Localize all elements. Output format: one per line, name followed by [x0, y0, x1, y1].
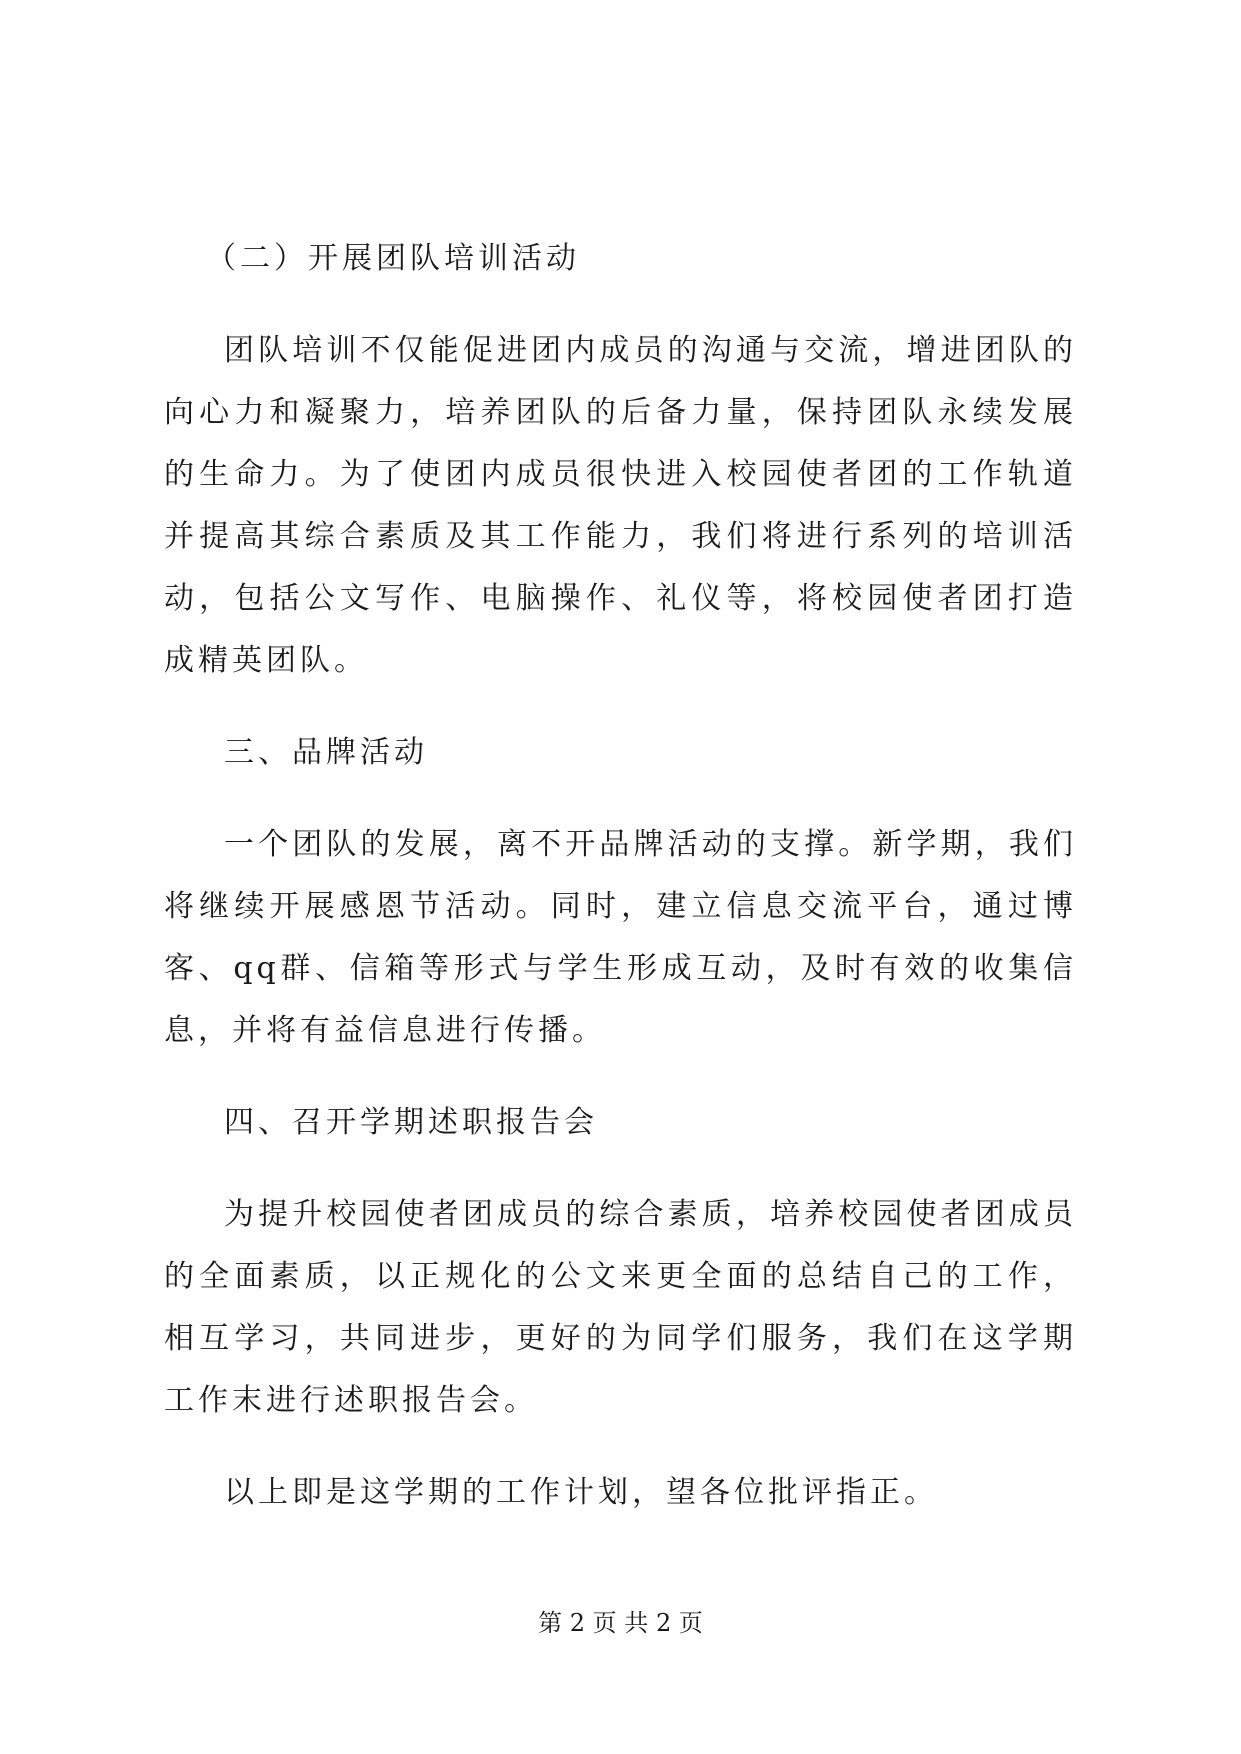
page-number-footer: 第 2 页 共 2 页 [538, 1609, 703, 1637]
section-heading-brand-activities: 三、品牌活动 [224, 735, 428, 770]
section-heading-report-meeting: 四、召开学期述职报告会 [224, 1105, 598, 1140]
section-heading-team-training: （二）开展团队培训活动 [206, 241, 580, 276]
paragraph-closing: 以上即是这学期的工作计划，望各位批评指正。 [224, 1475, 938, 1510]
paragraph-report-meeting: 为提升校园使者团成员的综合素质，培养校园使者团成员的全面素质，以正规化的公文来更全面的总结自己的工作，相互学习，共同进步，更好的为同学们服务，我们在这学期工作末进行述职报告会。 [164, 1197, 1077, 1418]
document-body [164, 228, 1077, 1554]
paragraph-brand-activities: 一个团队的发展，离不开品牌活动的支撑。新学期，我们将继续开展感恩节活动。同时，建立信息交流平台，通过博客、qq群、信箱等形式与学生形成互动，及时有效的收集信息，并将有益信息进行传播。 [164, 827, 1077, 1048]
paragraph-team-training: 团队培训不仅能促进团内成员的沟通与交流，增进团队的向心力和凝聚力，培养团队的后备力量，保持团队永续发展的生命力。为了使团内成员很快进入校园使者团的工作轨道并提高其综合素质及其工作能力，我们将进行系列的培训活动，包括公文写作、电脑操作、礼仪等，将校园使者团打造成精英团队。 [164, 333, 1077, 678]
